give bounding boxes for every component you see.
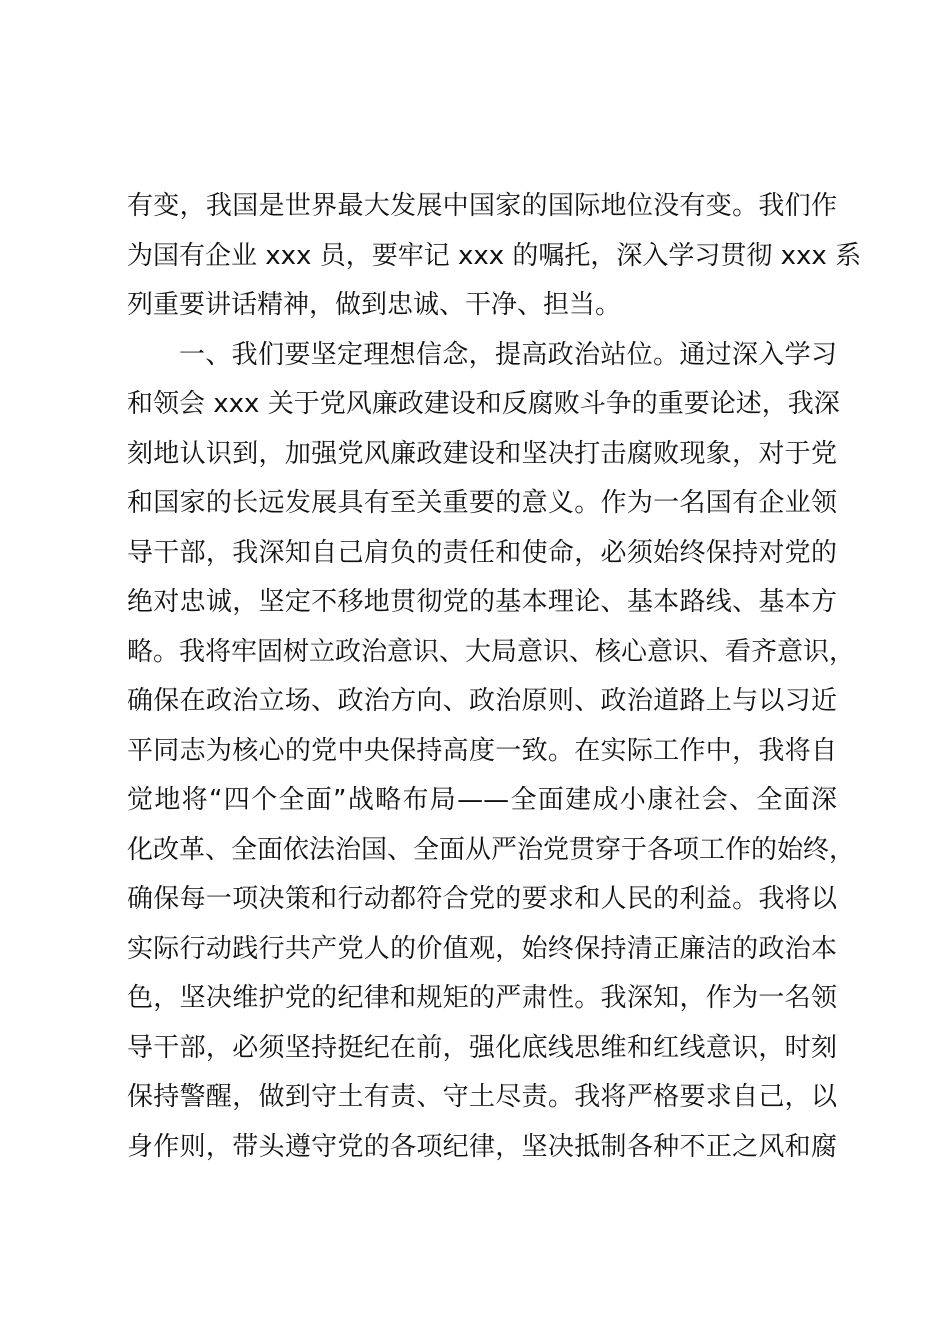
text-line: 和领会 xxx 关于党风廉政建设和反腐败斗争的重要论述，我深 [127,389,840,419]
text-line: 导干部，必须坚持挺纪在前，强化底线思维和红线意识，时刻 [127,1032,837,1063]
text-line: 一、我们要坚定理想信念，提高政治站位。通过深入学习 [179,339,837,370]
text-line: 色，坚决维护党的纪律和规矩的严肃性。我深知，作为一名领 [127,983,837,1013]
text-line: 化改革、全面依法治国、全面从严治党贯穿于各项工作的始终， [127,834,856,865]
text-line: 确保每一项决策和行动都符合党的要求和人民的利益。我将以 [127,884,837,914]
text-line: 确保在政治立场、政治方向、政治原则、政治道路上与以习近 [127,686,837,716]
text-line: 平同志为核心的党中央保持高度一致。在实际工作中，我将自 [127,735,837,766]
text-line: 为国有企业 xxx 员，要牢记 xxx 的嘱托，深入学习贯彻 xxx 系 [127,240,862,271]
text-line: 绝对忠诚，坚定不移地贯彻党的基本理论、基本路线、基本方 [127,587,837,617]
body-text [127,182,862,1172]
text-line: 导干部，我深知自己肩负的责任和使命，必须始终保持对党的 [127,537,837,568]
text-line: 列重要讲话精神，做到忠诚、干净、担当。 [127,290,622,320]
text-line: 和国家的长远发展具有至关重要的意义。作为一名国有企业领 [127,488,837,518]
text-line: 身作则，带头遵守党的各项纪律，坚决抵制各种不正之风和腐 [127,1131,837,1162]
text-line: 有变，我国是世界最大发展中国家的国际地位没有变。我们作 [127,191,837,221]
text-line: 实际行动践行共产党人的价值观，始终保持清正廉洁的政治本 [127,933,837,964]
text-line: 觉地将“四个全面”战略布局——全面建成小康社会、全面深 [127,785,837,815]
text-line: 刻地认识到，加强党风廉政建设和坚决打击腐败现象，对于党 [127,438,837,469]
text-line: 略。我将牢固树立政治意识、大局意识、核心意识、看齐意识， [127,636,856,667]
text-line: 保持警醒，做到守土有责、守土尽责。我将严格要求自己，以 [127,1082,837,1112]
